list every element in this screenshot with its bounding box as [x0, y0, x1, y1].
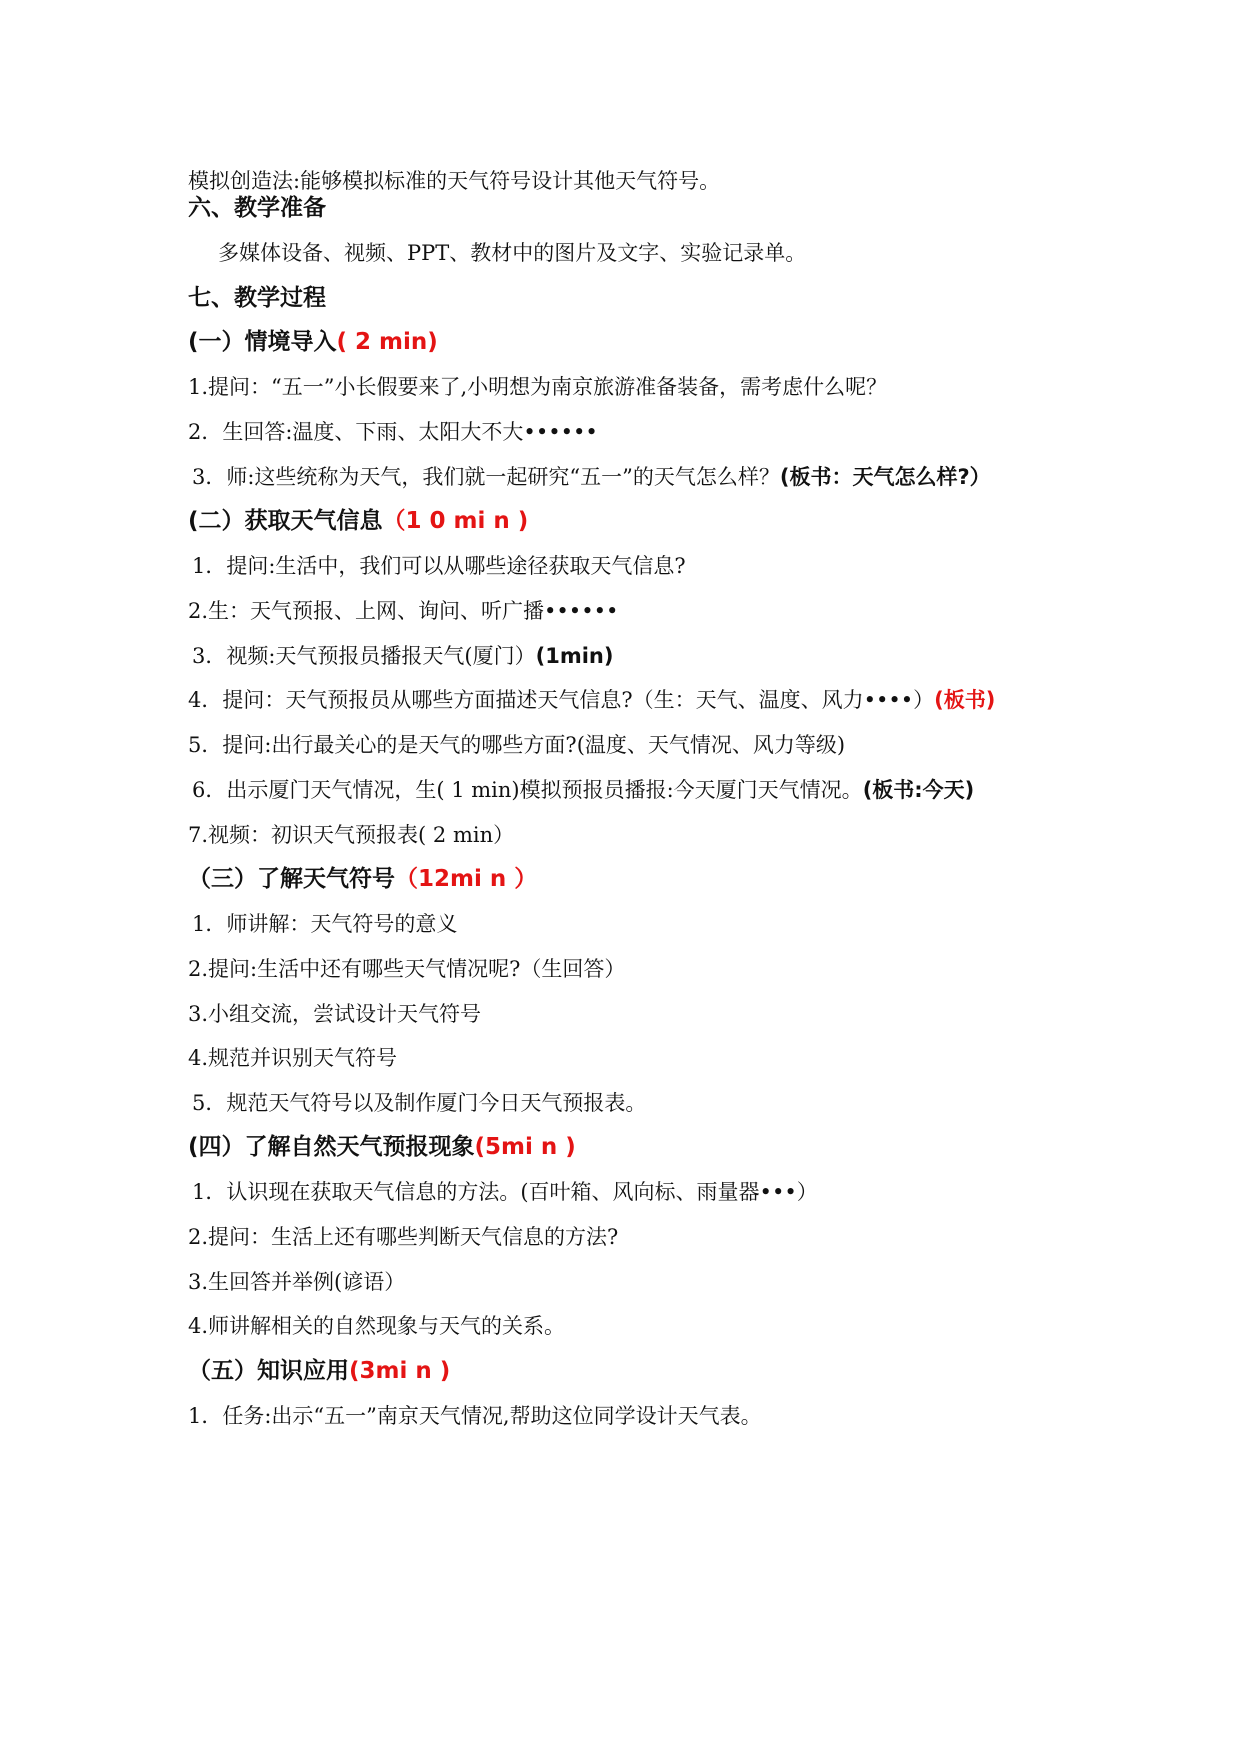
- list-item: 7.视频：初识天气预报表( 2 min）: [188, 823, 515, 847]
- subheading-part-4: (四）了解自然天气预报现象(5mi n ): [188, 1134, 576, 1160]
- list-item: 3．师:这些统称为天气，我们就一起研究“五一”的天气怎么样？(板书：天气怎么样?）: [192, 465, 991, 489]
- list-item: 1．师讲解：天气符号的意义: [192, 912, 458, 936]
- list-item: 2．生回答:温度、下雨、太阳大不大••••••: [188, 420, 598, 444]
- list-item: 1．提问:生活中，我们可以从哪些途径获取天气信息?: [192, 554, 686, 578]
- paragraph-materials: 多媒体设备、视频、PPT、教材中的图片及文字、实验记录单。: [218, 241, 807, 265]
- list-item: 2.提问:生活中还有哪些天气情况呢?（生回答）: [188, 957, 626, 981]
- list-item: 3.生回答并举例(谚语）: [188, 1270, 406, 1294]
- duration-note: (1min): [535, 644, 614, 668]
- list-item: 4.师讲解相关的自然现象与天气的关系。: [188, 1314, 566, 1338]
- subheading-part-3: （三）了解天气符号（12mi n ）: [188, 866, 538, 892]
- list-item: 6．出示厦门天气情况，生( 1 min)模拟预报员播报:今天厦门天气情况。(板书:今天): [192, 778, 975, 802]
- list-item: 1．任务:出示“五一”南京天气情况,帮助这位同学设计天气表。: [188, 1404, 762, 1428]
- time-label: (3mi n ): [349, 1358, 451, 1384]
- list-item: 1．认识现在获取天气信息的方法。(百叶箱、风向标、雨量器•••）: [192, 1180, 818, 1204]
- list-item: 2.生：天气预报、上网、询问、听广播••••••: [188, 599, 619, 623]
- list-item: 4.规范并识别天气符号: [188, 1046, 398, 1070]
- subheading-part-5: （五）知识应用(3mi n ): [188, 1358, 451, 1384]
- board-note: (板书：天气怎么样?）: [779, 465, 991, 489]
- list-item: 5．提问:出行最关心的是天气的哪些方面?(温度、天气情况、风力等级): [188, 733, 846, 757]
- time-label: （12mi n ）: [395, 866, 538, 892]
- board-note: (板书): [934, 688, 996, 712]
- list-item: 3．视频:天气预报员播报天气(厦门）(1min): [192, 644, 614, 668]
- subheading-part-2: (二）获取天气信息（1 0 mi n ): [188, 508, 529, 534]
- list-item: 5．规范天气符号以及制作厦门今日天气预报表。: [192, 1091, 647, 1115]
- list-item: 1.提问：“五一”小长假要来了,小明想为南京旅游准备装备，需考虑什么呢？: [188, 375, 888, 399]
- list-item: 4．提问：天气预报员从哪些方面描述天气信息?（生：天气、温度、风力••••）(板书): [188, 688, 996, 712]
- board-note: (板书:今天): [862, 778, 975, 802]
- time-label: ( 2 min): [336, 329, 438, 355]
- paragraph-method: 模拟创造法:能够模拟标准的天气符号设计其他天气符号。: [188, 169, 721, 193]
- time-label: (5mi n ): [474, 1134, 576, 1160]
- list-item: 2.提问：生活上还有哪些判断天气信息的方法?: [188, 1225, 619, 1249]
- list-item: 3.小组交流，尝试设计天气符号: [188, 1002, 482, 1026]
- heading-section-6: 六、教学准备: [188, 195, 326, 221]
- heading-section-7: 七、教学过程: [188, 285, 326, 311]
- time-label: （1 0 mi n ): [382, 508, 529, 534]
- subheading-part-1: (一）情境导入( 2 min): [188, 329, 438, 355]
